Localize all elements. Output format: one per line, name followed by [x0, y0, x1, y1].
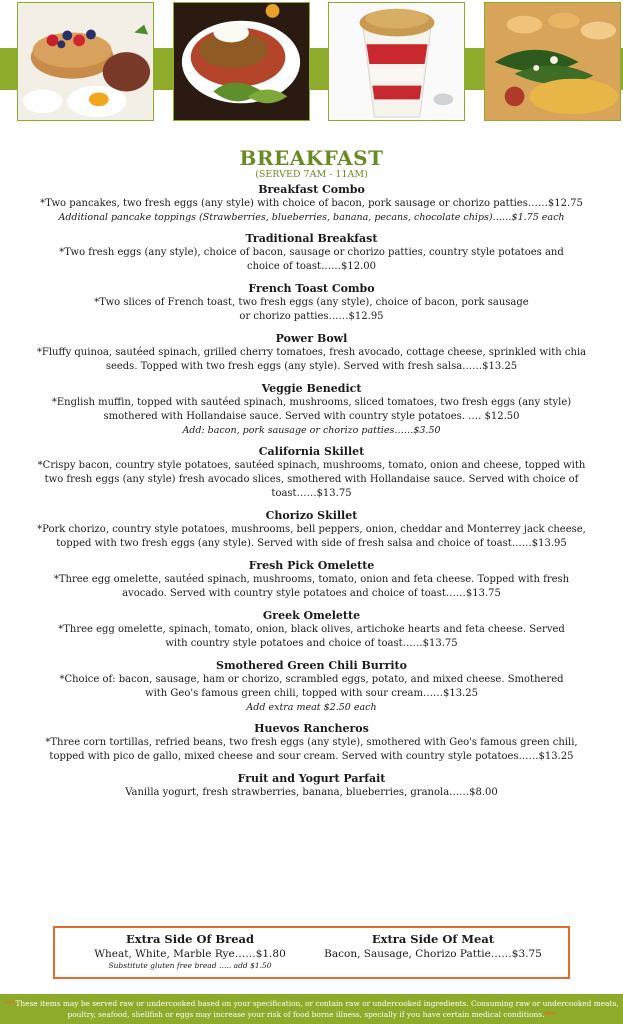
- disclaimer-text: These items may be served raw or undercooked based on your specification, or contain raw or undercooked ingredients. Consuming raw or undercooked meats, poultry, seafood, shellfish or eggs may increase your risk of food borne illness, specially if you have certain medical conditions.: [15, 999, 619, 1019]
- item-name: Huevos Rancheros: [254, 722, 369, 735]
- item-description: *Three corn tortillas, refried beans, two fresh eggs (any style), smothered with Geo's famous green chili, topped with pico de gallo, mixed cheese and sour cream. Served with country style potatoes……$13.25: [45, 737, 578, 762]
- item-name: California Skillet: [258, 445, 365, 458]
- item-name: French Toast Combo: [248, 282, 375, 295]
- menu-item-fresh-pick-omelette: [0, 559, 623, 601]
- disclaimer-stars: ***: [544, 1010, 556, 1019]
- pancakes-eggs-photo: [17, 2, 154, 121]
- item-description: *Two fresh eggs (any style), choice of bacon, sausage or chorizo patties, country style potatoes and choice of toast……$12.00: [59, 247, 564, 272]
- extra-sides-box: [53, 926, 570, 979]
- item-name: Fruit and Yogurt Parfait: [237, 772, 386, 785]
- yogurt-parfait-photo: [328, 2, 465, 121]
- item-note: Add extra meat $2.50 each: [246, 702, 377, 713]
- item-description: *Pork chorizo, country style potatoes, mushrooms, bell peppers, onion, cheddar and Monterrey jack cheese, topped with two fresh eggs (any style). Served with side of fresh salsa and choice of toast……$13.95: [37, 524, 586, 549]
- side-note: Substitute gluten free bread ….. add $1.50: [108, 961, 272, 970]
- item-description: *English muffin, topped with sautéed spinach, mushrooms, sliced tomatoes, two fresh eggs (any style) smothered with Hollandaise sauce. Served with country style potatoes. …. $12.50: [51, 397, 572, 422]
- side-items: Bacon, Sausage, Chorizo Pattie……$3.75: [324, 948, 542, 960]
- menu-item-california-skillet: [0, 445, 623, 501]
- item-name: Greek Omelette: [262, 609, 361, 622]
- side-title: Extra Side Of Bread: [125, 932, 255, 946]
- item-description: *Two pancakes, two fresh eggs (any style) with choice of bacon, pork sausage or chorizo patties……$12.75: [40, 198, 583, 209]
- skillet-photo: [484, 2, 621, 121]
- item-description: Vanilla yogurt, fresh strawberries, banana, blueberries, granola……$8.00: [125, 787, 498, 798]
- item-name: Smothered Green Chili Burrito: [216, 659, 407, 672]
- item-name: Veggie Benedict: [261, 382, 362, 395]
- menu-item-chorizo-skillet: [0, 509, 623, 551]
- menu-subtitle: (SERVED 7AM - 11AM): [255, 169, 368, 180]
- item-description: *Crispy bacon, country style potatoes, sautéed spinach, mushrooms, tomato, onion and cheese, topped with two fresh eggs (any style) fresh avocado slices, smothered with Hollandaise sauce. Served with choice of toast……$13.75: [37, 460, 586, 499]
- item-name: Chorizo Skillet: [265, 509, 358, 522]
- item-name: Fresh Pick Omelette: [248, 559, 375, 572]
- chili-burrito-photo: [173, 2, 310, 121]
- menu-item-veggie-benedict: [0, 382, 623, 437]
- menu-item-green-chili-burrito: [0, 659, 623, 714]
- side-title: Extra Side Of Meat: [371, 932, 495, 946]
- item-description: *Two slices of French toast, two fresh eggs (any style), choice of bacon, pork sausage or chorizo patties……$12.95: [94, 297, 529, 322]
- menu-item-greek-omelette: [0, 609, 623, 651]
- item-description: *Fluffy quinoa, sautéed spinach, grilled cherry tomatoes, fresh avocado, cottage cheese, sprinkled with chia seeds. Topped with two fresh eggs (any style). Served with fresh salsa……$13.25: [36, 347, 587, 372]
- menu-item-traditional-breakfast: [0, 232, 623, 274]
- menu-item-breakfast-combo: [0, 183, 623, 224]
- extra-side-bread: [85, 932, 295, 971]
- item-description: *Three egg omelette, sautéed spinach, mushrooms, tomato, onion and feta cheese. Topped with fresh avocado. Served with country style potatoes and choice of toast……$13.75: [53, 574, 570, 599]
- menu-item-french-toast-combo: [0, 282, 623, 324]
- menu-item-huevos-rancheros: [0, 722, 623, 764]
- disclaimer-stars: ***: [4, 999, 16, 1008]
- menu-title: BREAKFAST: [239, 146, 384, 170]
- breakfast-menu: [0, 148, 623, 800]
- item-note: Add: bacon, pork sausage or chorizo patties……$3.50: [182, 425, 441, 436]
- extra-side-meat: [313, 932, 553, 961]
- side-items: Wheat, White, Marble Rye……$1.80: [94, 948, 286, 960]
- item-description: *Three egg omelette, spinach, tomato, onion, black olives, artichoke hearts and feta cheese. Served with country style potatoes and choice of toast……$13.75: [58, 624, 565, 649]
- item-name: Power Bowl: [275, 332, 348, 345]
- item-name: Breakfast Combo: [258, 183, 365, 196]
- item-note: Additional pancake toppings (Strawberries, blueberries, banana, pecans, chocolate chips)……$1.75 each: [58, 212, 565, 223]
- photo-band: [0, 0, 623, 130]
- menu-item-power-bowl: [0, 332, 623, 374]
- menu-item-fruit-yogurt-parfait: [0, 772, 623, 800]
- item-name: Traditional Breakfast: [245, 232, 378, 245]
- raw-food-disclaimer: [0, 994, 623, 1024]
- item-description: *Choice of: bacon, sausage, ham or chorizo, scrambled eggs, potato, and mixed cheese. Smothered with Geo's famous green chili, topped with sour cream……$13.25: [59, 674, 564, 699]
